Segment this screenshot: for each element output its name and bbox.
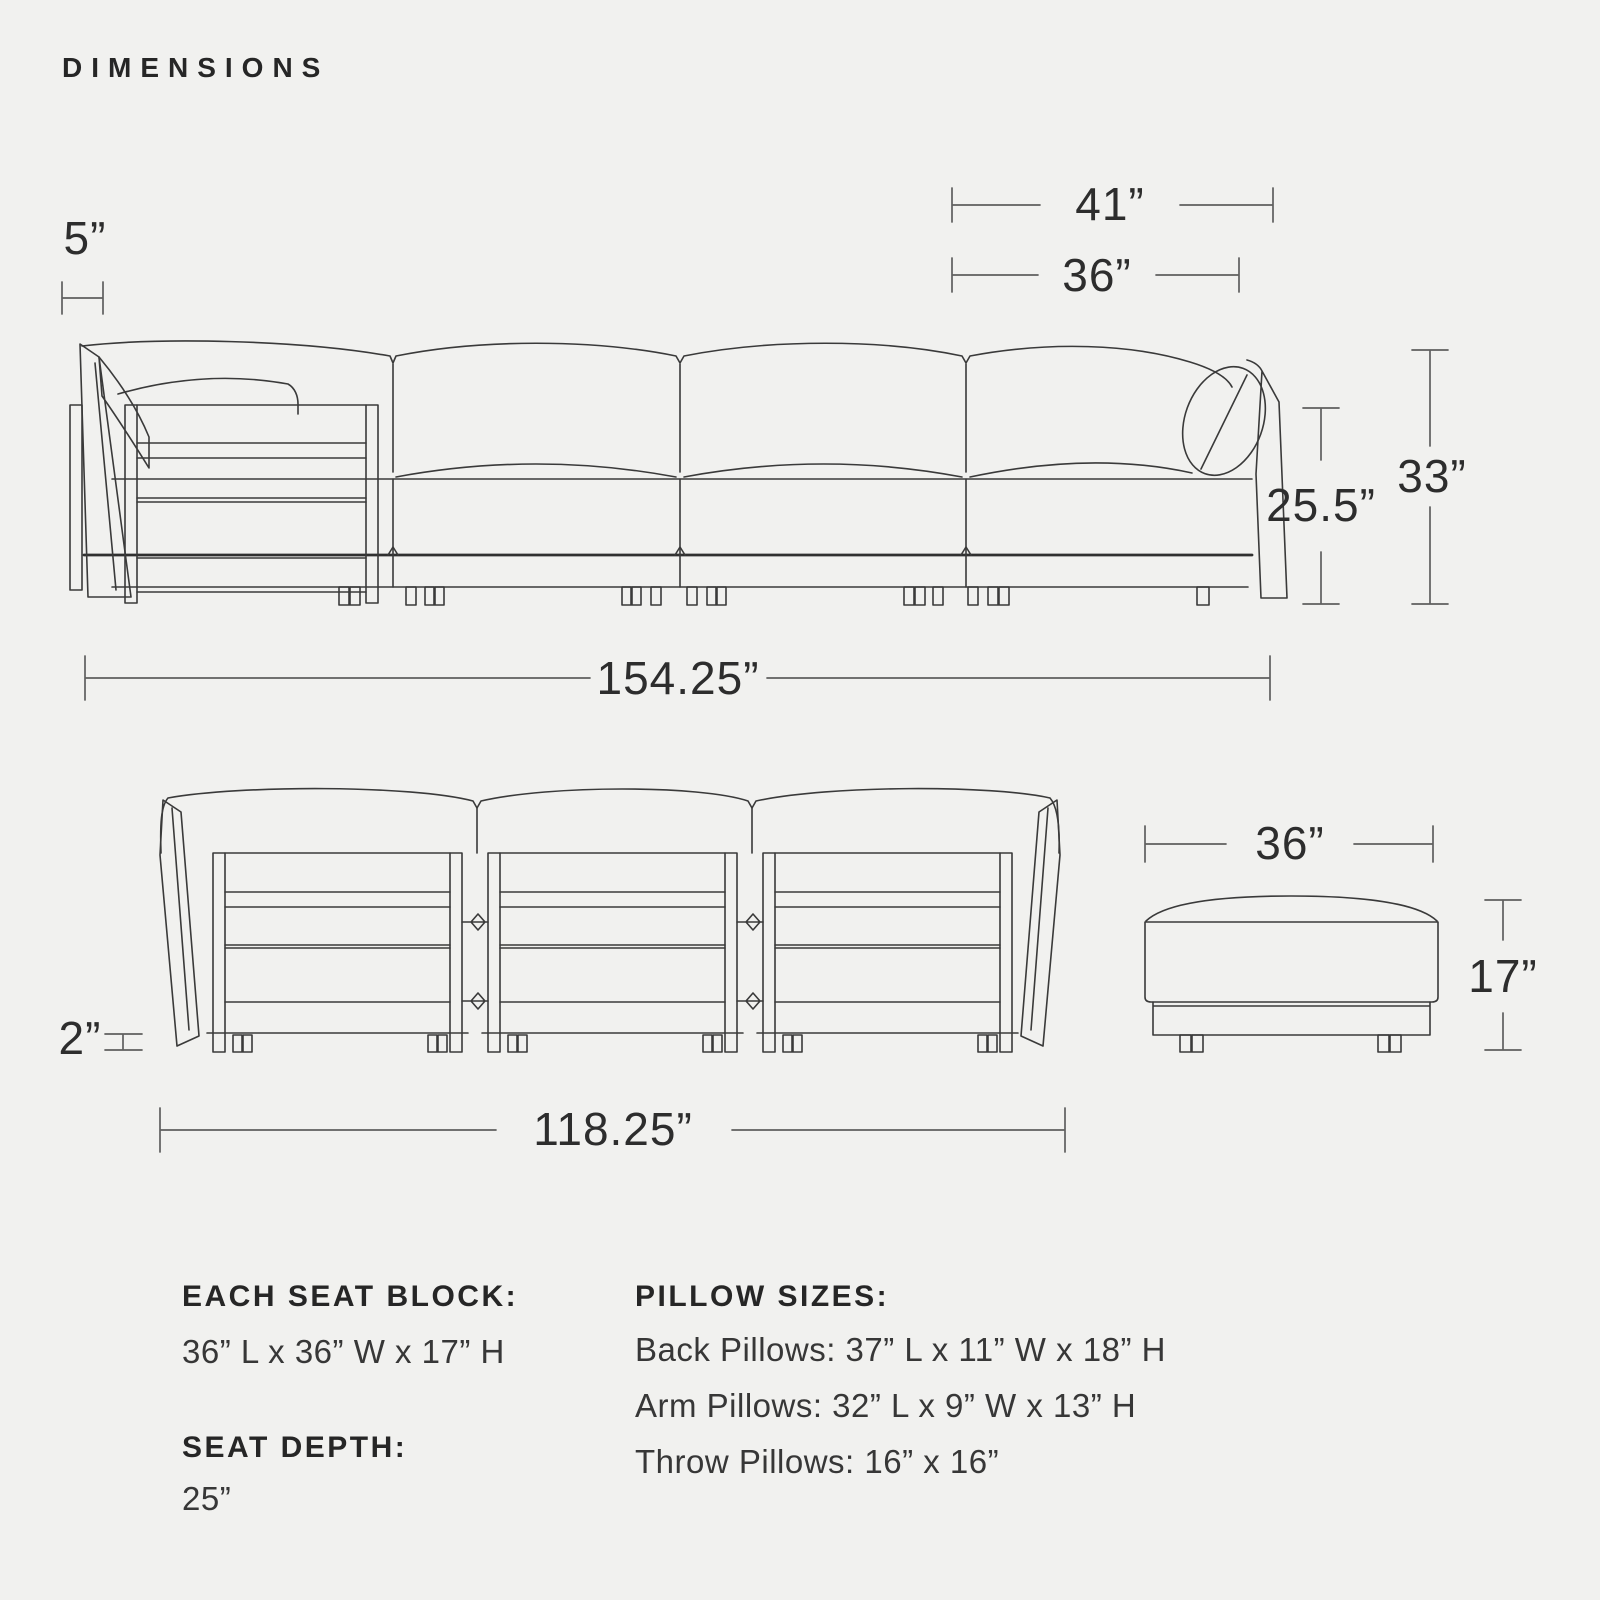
back-view-drawing (160, 789, 1060, 1052)
pillow-size-back: Back Pillows: 37” L x 11” W x 18” H (635, 1331, 1166, 1368)
ottoman-legs (1180, 1035, 1401, 1052)
module-seams (393, 364, 966, 587)
left-wedge-arm (160, 800, 199, 1046)
pillow-size-throw: Throw Pillows: 16” x 16” (635, 1443, 1000, 1480)
dim-label-overall-length: 154.25” (596, 652, 760, 704)
left-arm-wedge (80, 344, 131, 597)
ottoman-base-band (1153, 1002, 1430, 1035)
right-wedge-arm (1021, 800, 1060, 1046)
dim-line-arm-width-5 (62, 282, 103, 314)
frame-module-2 (482, 853, 743, 1052)
dim-label-corner-width: 41” (1075, 178, 1145, 230)
side-view-drawing (70, 341, 1287, 605)
module-connectors (462, 914, 763, 1009)
left-back-panel (70, 405, 82, 590)
seat-block-value: 36” L x 36” W x 17” H (182, 1333, 505, 1370)
seat-block-header: EACH SEAT BLOCK: (182, 1280, 519, 1313)
dim-line-leg-height-2 (105, 1034, 142, 1050)
seat-cushions-outline (396, 463, 1192, 477)
corner-frame-posts (125, 405, 378, 603)
page-title: DIMENSIONS (62, 52, 330, 83)
pillow-size-arm: Arm Pillows: 32” L x 9” W x 13” H (635, 1387, 1137, 1424)
seat-depth-header: SEAT DEPTH: (182, 1431, 408, 1464)
ottoman-cushion-dome (1146, 896, 1437, 921)
dim-label-back-length: 118.25” (533, 1103, 693, 1155)
dim-label-seat-width: 36” (1062, 249, 1132, 301)
ottoman-drawing (1145, 896, 1438, 1052)
bolster-seam (1201, 375, 1247, 469)
dim-label-overall-height: 33” (1397, 450, 1467, 502)
dim-label-leg-height: 2” (58, 1012, 102, 1064)
frame-module-3 (757, 853, 1018, 1052)
ottoman-body (1145, 922, 1438, 1002)
seat-depth-value: 25” (182, 1480, 232, 1517)
corner-back-cushion (118, 378, 298, 414)
cushion-seams (477, 808, 752, 853)
dim-label-ottoman-height: 17” (1468, 950, 1538, 1002)
corner-frame-rails (137, 405, 366, 592)
back-cushions-outline (161, 789, 1060, 853)
dim-label-ottoman-width: 36” (1255, 817, 1325, 869)
side-view-legs (339, 587, 1209, 605)
dim-label-arm-height: 25.5” (1266, 479, 1376, 531)
dimension-lines (62, 188, 1521, 1152)
frame-module-1 (207, 853, 468, 1052)
dim-label-arm-width: 5” (63, 212, 107, 264)
pillow-sizes-header: PILLOW SIZES: (635, 1280, 890, 1313)
back-view-legs (233, 1035, 997, 1052)
